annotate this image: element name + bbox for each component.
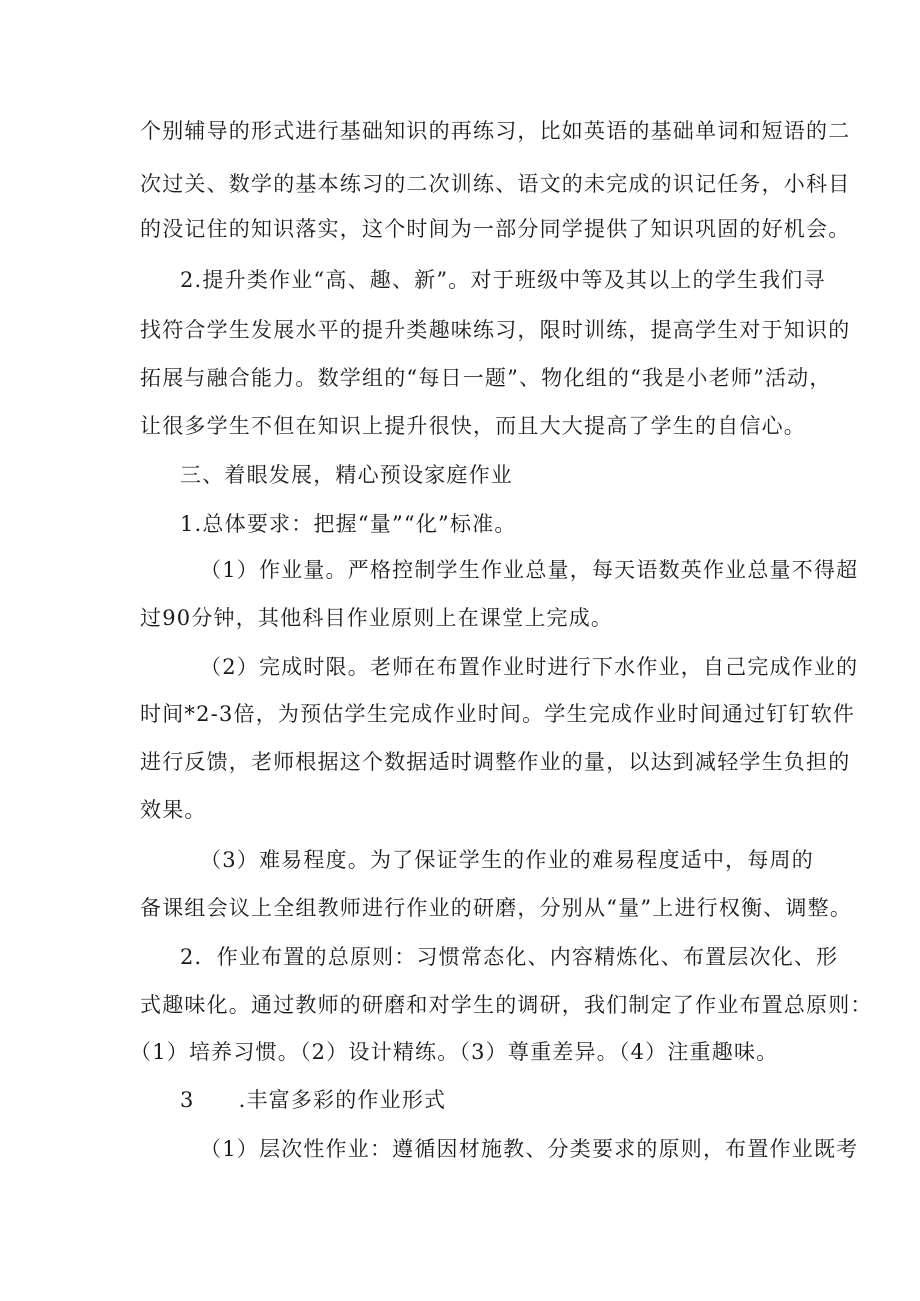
sub2-line1: （2）完成时限。老师在布置作业时进行下水作业，自己完成作业的 — [200, 655, 859, 679]
sub3-line2: 备课组会议上全组教师进行作业的研磨，分别从“量”上进行权衡、调整。 — [140, 896, 853, 920]
sub1-line1: （1）作业量。严格控制学生作业总量，每天语数英作业总量不得超 — [200, 558, 859, 582]
item3-title: .丰富多彩的作业形式 — [238, 1088, 447, 1112]
para2-line3: 拓展与融合能力。数学组的“每日一题”、物化组的“我是小老师”活动， — [140, 366, 832, 390]
para1-line3: 的没记住的知识落实，这个时间为一部分同学提供了知识巩固的好机会。 — [140, 217, 851, 241]
sub2-line4: 效果。 — [140, 798, 207, 822]
item3-heading — [180, 1086, 446, 1114]
item3-number: 3 — [180, 1088, 195, 1112]
item2-line3: （1）培养习惯。（2）设计精练。（3）尊重差异。（4）注重趣味。 — [130, 1040, 779, 1064]
para1-line1: 个别辅导的形式进行基础知识的再练习，比如英语的基础单词和短语的二 — [140, 119, 851, 143]
sub2-line2: 时间*2-3倍，为预估学生完成作业时间。学生完成作业时间通过钉钉软件 — [140, 702, 856, 726]
para1-line2: 次过关、数学的基本练习的二次训练、语文的未完成的识记任务，小科目 — [140, 172, 851, 196]
sub2-line3: 进行反馈，老师根据这个数据适时调整作业的量，以达到减轻学生负担的 — [140, 750, 851, 774]
item1-heading: 1.总体要求：把握“量”“化”标准。 — [180, 512, 517, 536]
sub3-line1: （3）难易程度。为了保证学生的作业的难易程度适中，每周的 — [200, 848, 814, 872]
section3-heading: 三、着眼发展，精心预设家庭作业 — [180, 463, 513, 487]
para2-line2: 找符合学生发展水平的提升类趣味练习，限时训练，提高学生对于知识的 — [140, 318, 851, 342]
sub1-line2: 过90分钟，其他科目作业原则上在课堂上完成。 — [140, 606, 614, 630]
item2-line2: 式趣味化。通过教师的研磨和对学生的调研，我们制定了作业布置总原则： — [140, 993, 873, 1017]
para2-line4: 让很多学生不但在知识上提升很快，而且大大提高了学生的自信心。 — [140, 414, 806, 438]
para2-line1: 2.提升类作业“高、趣、新”。对于班级中等及其以上的学生我们寻 — [180, 268, 826, 292]
item2-line1: 2．作业布置的总原则：习惯常态化、内容精炼化、布置层次化、形 — [180, 945, 839, 969]
sub4-line1: （1）层次性作业：遵循因材施教、分类要求的原则，布置作业既考 — [200, 1137, 859, 1161]
